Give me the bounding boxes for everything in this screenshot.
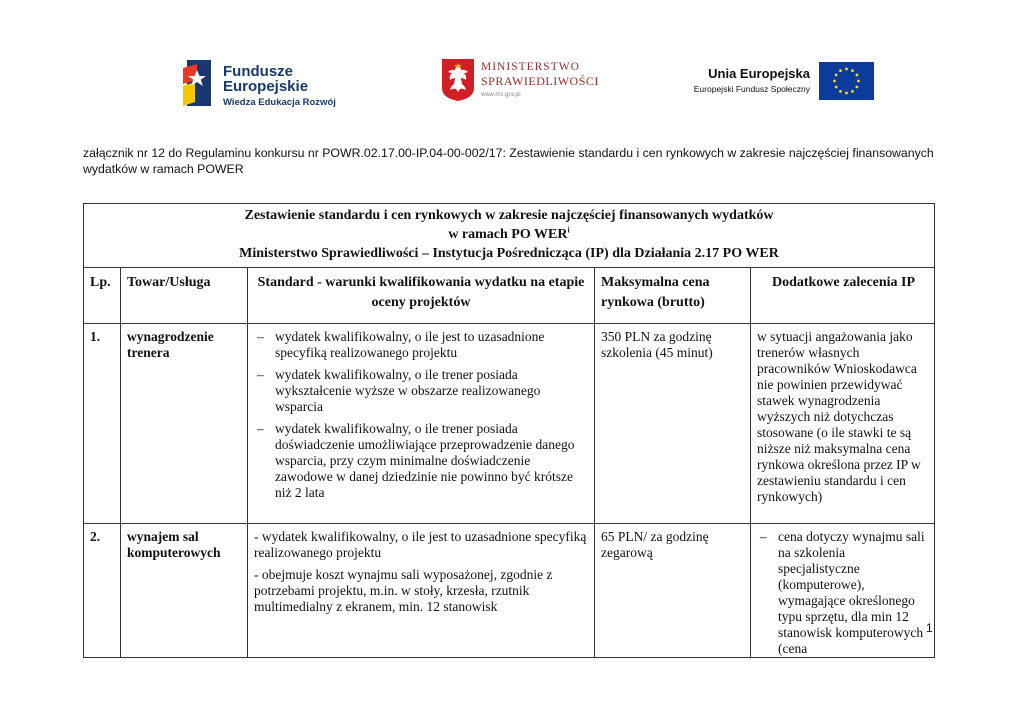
fe-subtitle: Wiedza Edukacja Rozwój xyxy=(223,97,336,108)
standard-item: - obejmuje koszt wynajmu sali wyposażonej, zgodnie z potrzebami projektu, m.in. w stoły, krzesła, rzutnik multimedialny z ekranem, min. 12 stanowisk xyxy=(254,567,553,614)
eu-star xyxy=(851,69,854,72)
ms-title-line1: MINISTERSTWO xyxy=(481,61,580,73)
header-logos xyxy=(0,54,1024,114)
eu-star xyxy=(835,74,838,77)
zalecenia-bullet: – cena dotyczy wynajmu sali na szkolenia specjalistyczne (komputerowe), wymagające określonego typu sprzętu, dla min 12 stanowisk komputerowych (cena xyxy=(757,529,930,657)
ue-title: Unia Europejska xyxy=(708,66,810,81)
eu-star xyxy=(845,92,848,95)
fundusze-europejskie-logo xyxy=(183,56,343,112)
row-standard xyxy=(248,324,595,524)
eu-star xyxy=(833,80,836,83)
eu-star xyxy=(845,68,848,71)
fe-title-line1: Fundusze xyxy=(223,63,293,80)
ministerstwo-logo xyxy=(441,58,601,112)
row-zalecenia xyxy=(751,524,935,658)
eu-star xyxy=(855,74,858,77)
row-cena: 65 PLN/ za godzinę zegarową xyxy=(595,524,751,658)
ms-title-line2: SPRAWIEDLIWOŚCI xyxy=(481,74,599,88)
eu-star xyxy=(851,90,854,93)
standard-bullet: – wydatek kwalifikowalny, o ile trener posiada wykształcenie wyższe w obszarze realizowanego wsparcia xyxy=(254,367,588,415)
row-cena: 350 PLN za godzinę szkolenia (45 minut) xyxy=(595,324,751,524)
intro-text: załącznik nr 12 do Regulaminu konkursu nr POWR.02.17.00-IP.04-00-002/17: Zestawienie standardu i cen rynkowych w zakresie najczęściej finansowanych wydatków w ramach POWER xyxy=(83,146,934,176)
column-header-row xyxy=(84,268,935,324)
table-row xyxy=(84,324,935,524)
table-title-line1: Zestawienie standardu i cen rynkowych w zakresie najczęściej finansowanych wydatków xyxy=(244,208,774,223)
col-header-lp: Lp. xyxy=(84,268,121,324)
row-towar: wynagrodzenie trenera xyxy=(121,324,248,524)
table-title-cell xyxy=(84,204,935,268)
row-towar: wynajem sal komputerowych xyxy=(121,524,248,658)
table-row xyxy=(84,524,935,658)
col-header-standard: Standard - warunki kwalifikowania wydatku na etapie oceny projektów xyxy=(248,268,595,324)
fe-title-line2: Europejskie xyxy=(223,78,309,95)
row-zalecenia: w sytuacji angażowania jako trenerów własnych pracowników Wnioskodawca nie powinien przewidywać stawek wynagrodzenia wyższych niż dotychczas stosowane (o ile stawki te są niższe niż maksymalna cena rynkowa określona przez IP w zestawieniu standardu i cen rynkowych) xyxy=(751,324,935,524)
row-standard xyxy=(248,524,595,658)
col-header-towar: Towar/Usługa xyxy=(121,268,248,324)
page-number: 1 xyxy=(926,621,933,635)
col-header-zalecenia: Dodatkowe zalecenia IP xyxy=(751,268,935,324)
eu-flag-icon xyxy=(819,62,874,100)
eu-star xyxy=(857,80,860,83)
table-title-line2: w ramach PO WER$^i$ xyxy=(448,225,570,242)
price-standard-table xyxy=(83,203,935,658)
standard-bullet: – wydatek kwalifikowalny, o ile jest to uzasadnione specyfiką realizowanego projektu xyxy=(254,329,588,361)
eu-star xyxy=(855,86,858,89)
standard-bullet: – wydatek kwalifikowalny, o ile trener posiada doświadczenie umożliwiające przeprowadzenie danego wsparcia, przy czym minimalne doświadczenie zawodowe w danej dziedzinie nie powinno być krótsze niż 2 lata xyxy=(254,421,588,501)
eu-star xyxy=(839,90,842,93)
eagle-emblem-icon xyxy=(441,58,475,102)
ms-website: www.ms.gov.pl xyxy=(481,92,521,98)
standard-item: - wydatek kwalifikowalny, o ile jest to uzasadnione specyfiką realizowanego projektu xyxy=(254,529,587,560)
ue-subtitle: Europejski Fundusz Społeczny xyxy=(693,84,810,94)
eu-star xyxy=(835,86,838,89)
fe-star-flag-icon xyxy=(183,58,213,108)
footnote-marker: i xyxy=(567,225,570,235)
col-header-cena: Maksymalna cena rynkowa (brutto) xyxy=(595,268,751,324)
row-lp: 2. xyxy=(84,524,121,658)
table-title-line3: Ministerstwo Sprawiedliwości – Instytucja Pośrednicząca (IP) dla Działania 2.17 PO WER xyxy=(239,246,779,261)
eu-star xyxy=(839,69,842,72)
row-lp: 1. xyxy=(84,324,121,524)
